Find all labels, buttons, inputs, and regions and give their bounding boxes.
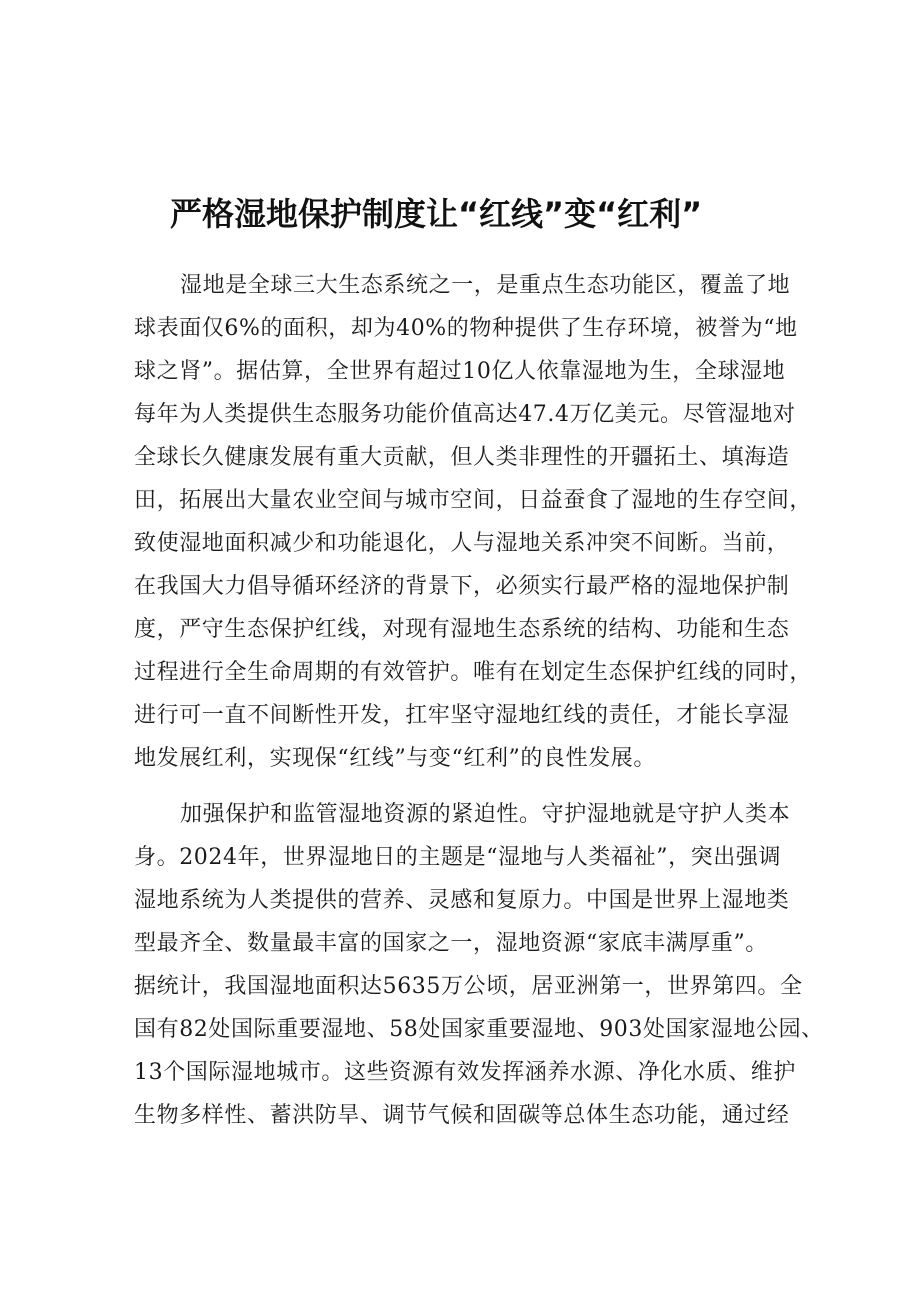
paragraph-line: 在我国大力倡导循环经济的背景下，必须实行最严格的湿地保护制: [134, 574, 790, 599]
paragraph-line: 国有82处国际重要湿地、58处国家重要湿地、903处国家湿地公园、: [134, 1017, 824, 1042]
paragraph-line: 加强保护和监管湿地资源的紧迫性。守护湿地就是守护人类本: [180, 802, 791, 827]
paragraph-line: 13个国际湿地城市。这些资源有效发挥涵养水源、净化水质、维护: [134, 1060, 796, 1085]
paragraph-line: 生物多样性、蓄洪防旱、调节气候和固碳等总体生态功能，通过经: [134, 1103, 790, 1128]
paragraph-line: 每年为人类提供生态服务功能价值高达47.4万亿美元。尽管湿地对: [134, 402, 796, 427]
paragraph-line: 过程进行全生命周期的有效管护。唯有在划定生态保护红线的同时，: [134, 660, 813, 685]
paragraph-line: 田，拓展出大量农业空间与城市空间，日益蚕食了湿地的生存空间，: [134, 488, 813, 513]
paragraph-line: 身。2024年，世界湿地日的主题是“湿地与人类福祉”，突出强调: [134, 845, 782, 870]
paragraph-line: 致使湿地面积减少和功能退化，人与湿地关系冲突不间断。当前，: [134, 531, 790, 556]
paragraph-line: 进行可一直不间断性开发，扛牢坚守湿地红线的责任，才能长享湿: [134, 703, 790, 728]
paragraph-line: 型最齐全、数量最丰富的国家之一，湿地资源“家底丰满厚重”。: [134, 931, 768, 956]
paragraph-line: 球之肾”。据估算，全世界有超过10亿人依靠湿地为生，全球湿地: [134, 359, 786, 384]
paragraph-line: 据统计，我国湿地面积达5635万公顷，居亚洲第一，世界第四。全: [134, 974, 803, 999]
paragraph-line: 湿地系统为人类提供的营养、灵感和复原力。中国是世界上湿地类: [134, 888, 790, 913]
paragraph-line: 球表面仅6%的面积，却为40%的物种提供了生存环境，被誉为“地: [134, 316, 798, 341]
paragraph-line: 度，严守生态保护红线，对现有湿地生态系统的结构、功能和生态: [134, 617, 790, 642]
article-title: 严格湿地保护制度让“红线”变“红利”: [170, 195, 703, 233]
paragraph-line: 地发展红利，实现保“红线”与变“红利”的良性发展。: [134, 746, 656, 771]
paragraph-line: 全球长久健康发展有重大贡献，但人类非理性的开疆拓土、填海造: [134, 445, 790, 470]
paragraph-line: 湿地是全球三大生态系统之一，是重点生态功能区，覆盖了地: [180, 273, 791, 298]
